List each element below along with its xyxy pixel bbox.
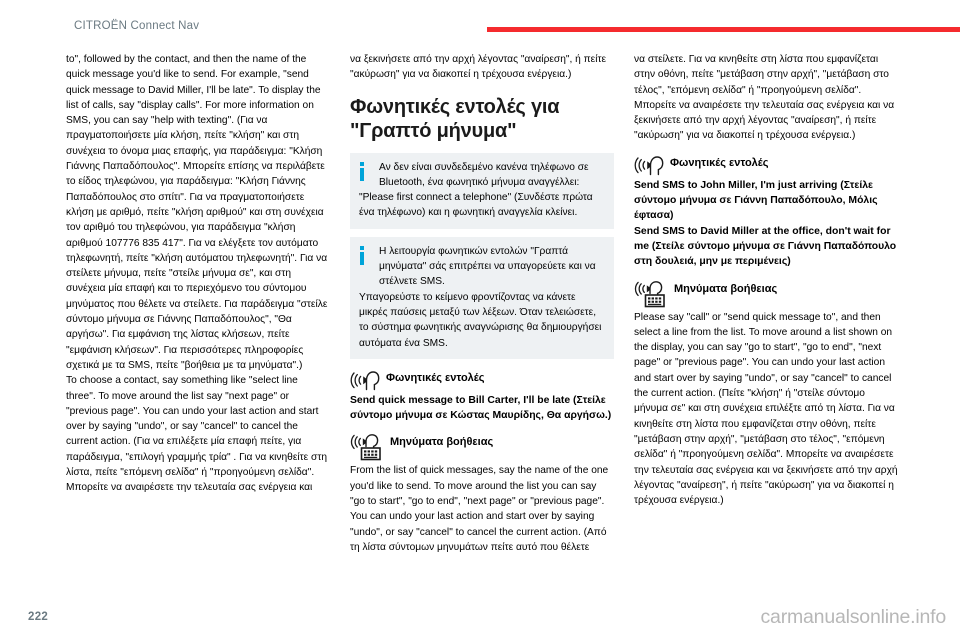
help-message-label: Μηνύματα βοήθειας — [674, 282, 778, 295]
voice-command-example: Send SMS to John Miller, I'm just arriving (Στείλε σύντομο μήνυμα σε Γιάννη Παπαδόπουλο, Μόλις έφτασα) — [634, 179, 878, 222]
column-2 — [350, 52, 614, 562]
info-note-body — [359, 160, 605, 221]
info-icon — [359, 246, 368, 265]
paragraph: να στείλετε. Για να κινηθείτε στη λίστα που εμφανίζεται στην οθόνη, πείτε "μετάβαση στην αρχή", "μετάβαση στο τέλος", "επόμενη σελίδα" ή "προηγούμενη σελίδα". Μπορείτε να αναιρέσετε την τελευταία σας ενέργεια και να ξεκινήσετε από την αρχή λέγοντας "αναίρεση", ή πείτε "ακύρωση" για να διακοπεί η τρέχουσα ενέργεια.) — [634, 54, 895, 142]
page-header — [0, 0, 960, 46]
column-1 — [66, 52, 330, 562]
info-note-first-lines: Η λειτουργία φωνητικών εντολών "Γραπτά μηνύματα" σάς επιτρέπει να υπαγορεύετε και να στέλνετε SMS. — [379, 245, 596, 288]
help-message-header — [350, 433, 614, 461]
voice-command-header — [350, 369, 614, 391]
paragraph: To choose a contact, say something like "select line three". To move around the list say "next page" or "previous page". You can undo your last action and start over by saying "undo", or say "cancel" to cancel the current action. (Για να επιλέξετε μία επαφή πείτε, για παράδειγμα, "επιλογή γραμμής τρία" . Για να κινηθείτε στη λίστα, πείτε "επόμενη σελίδα" ή "προηγούμενη σελίδα". Μπορείτε να αναιρέσετε την τελευταία σας ενέργεια και — [66, 375, 328, 494]
speaking-head-keyboard-icon — [634, 280, 668, 308]
voice-command-block — [634, 154, 898, 270]
speaking-head-keyboard-icon — [350, 433, 384, 461]
help-message-block — [634, 280, 898, 509]
speaking-head-icon — [350, 369, 380, 391]
voice-command-header — [634, 154, 898, 176]
help-message-block — [350, 433, 614, 555]
voice-command-label: Φωνητικές εντολές — [386, 371, 485, 384]
paragraph: to", followed by the contact, and then the name of the quick message you'd like to send. For example, "send quick message to David Miller, I'll be late". To display the list of calls, say "display calls". For more information on SMS, you can say "help with texting". (Για να πραγματοποιήσετε μία κλήση, πείτε "κλήση" και στη συνέχεια το όνομα μιας επαφής, για παράδειγμα: "Κλήση Γιάννης Παπαδόπουλος". Μπορείτε επίσης να περιλάβετε το είδος τηλεφώνου, για παράδειγμα: "Κλήση Γιάννης Παπαδόπουλος στο σπίτι". Για να πραγματοποιήσετε κλήση με αριθμό, πείτε "κλήση αριθμού" και στη συνέχεια τον αριθμό του τηλεφώνου, για παράδειγμα "κλήση αριθμού 107776 835 417". Για να ελέγξετε τον αυτόματο τηλεφωνητή, πείτε "κλήση αυτόματου τηλεφωνητή". Για να στείλετε μήνυμα, πείτε "στείλε μήνυμα σε", και στη συνέχεια μία επαφή και το περιεχόμενο του σύντομου μηνύματος που θέλετε να στείλετε. Για παράδειγμα "στείλε σύντομο μήνυμα σε Γιάννης Παπαδόπουλος", "Θα αργήσω". Για εμφάνιση της λίστας κλήσεων, πείτε "εμφάνιση κλήσεων". Για περισσότερες πληροφορίες σχετικά με τα SMS, πείτε "βοήθεια με τα μηνύματα".) — [66, 54, 328, 371]
voice-command-block — [350, 369, 614, 424]
speaking-head-icon — [634, 154, 664, 176]
help-message-label: Μηνύματα βοήθειας — [390, 436, 494, 449]
help-message-text: From the list of quick messages, say the name of the one you'd like to send. To move around the list you can say "go to start", "go to end", "next page" or "previous page". You can undo your last action and start over by saying "undo", or say "cancel" to cancel the current action. (Από τη λίστα σύντομων μηνυμάτων πείτε αυτό που θέλετε — [350, 465, 609, 553]
column-3 — [634, 52, 898, 562]
voice-command-example: Send quick message to Bill Carter, I'll be late (Στείλε σύντομο μήνυμα σε Κώστας Μαυρίδης, Θα αργήσω.) — [350, 394, 612, 422]
page-columns — [66, 52, 898, 562]
manual-title: CITROËN Connect Nav — [74, 20, 200, 32]
site-watermark: carmanualsonline.info — [760, 606, 946, 628]
paragraph: να ξεκινήσετε από την αρχή λέγοντας "αναίρεση", ή πείτε "ακύρωση" για να διακοπεί η τρέχουσα ενέργεια.) — [350, 54, 607, 81]
info-note — [350, 237, 614, 359]
info-note — [350, 153, 614, 229]
section-heading: Φωνητικές εντολές για "Γραπτό μήνυμα" — [350, 95, 560, 142]
page-number: 222 — [28, 611, 49, 623]
voice-command-example: Send SMS to David Miller at the office, don't wait for me (Στείλε σύντομο μήνυμα σε Γιάννη Παπαδόπουλο στη δουλειά, μην με περιμένεις) — [634, 225, 897, 268]
help-message-header — [634, 280, 898, 308]
info-note-rest: "Please first connect a telephone" (Συνδέστε πρώτα ένα τηλέφωνο) και η φωνητική αναγγελία κλείνει. — [359, 192, 593, 219]
voice-command-label: Φωνητικές εντολές — [670, 156, 769, 169]
info-note-first-lines: Αν δεν είναι συνδεδεμένο κανένα τηλέφωνο σε Bluetooth, ένα φωνητικό μήνυμα αναγγέλλει: — [379, 161, 589, 188]
info-icon — [359, 162, 368, 181]
info-note-body — [359, 244, 605, 351]
info-note-rest: Υπαγορεύστε το κείμενο φροντίζοντας να κάνετε μικρές παύσεις μεταξύ των λέξεων. Όταν τελειώσετε, το σύστημα φωνητικής αναγνώρισης θα δημιουργήσει αυτόματα ένα SMS. — [359, 291, 602, 349]
help-message-text: Please say "call" or "send quick message to", and then select a line from the list. To move around a list shown on the display, you can say "go to start", "go to end", "next page" or "previous page". You can undo your last action and start over by saying "undo", or say "cancel" to cancel the current action. (Πείτε "κλήση" ή "στείλε σύντομο μήνυμα σε" και στη συνέχεια επιλέξτε από τη λίστα. Για να κινηθείτε στη λίστα που εμφανίζεται στην οθόνη, πείτε "μετάβαση στην αρχή", "μετάβαση στο τέλος", "επόμενη σελίδα" ή "προηγούμενη σελίδα". Μπορείτε να αναιρέσετε την τελευταία σας ενέργεια και να ξεκινήσετε από την αρχή λέγοντας "αναίρεση", ή πείτε "ακύρωση" για να διακοπεί η τρέχουσα ενέργεια.) — [634, 311, 898, 507]
header-red-rule — [487, 27, 960, 32]
